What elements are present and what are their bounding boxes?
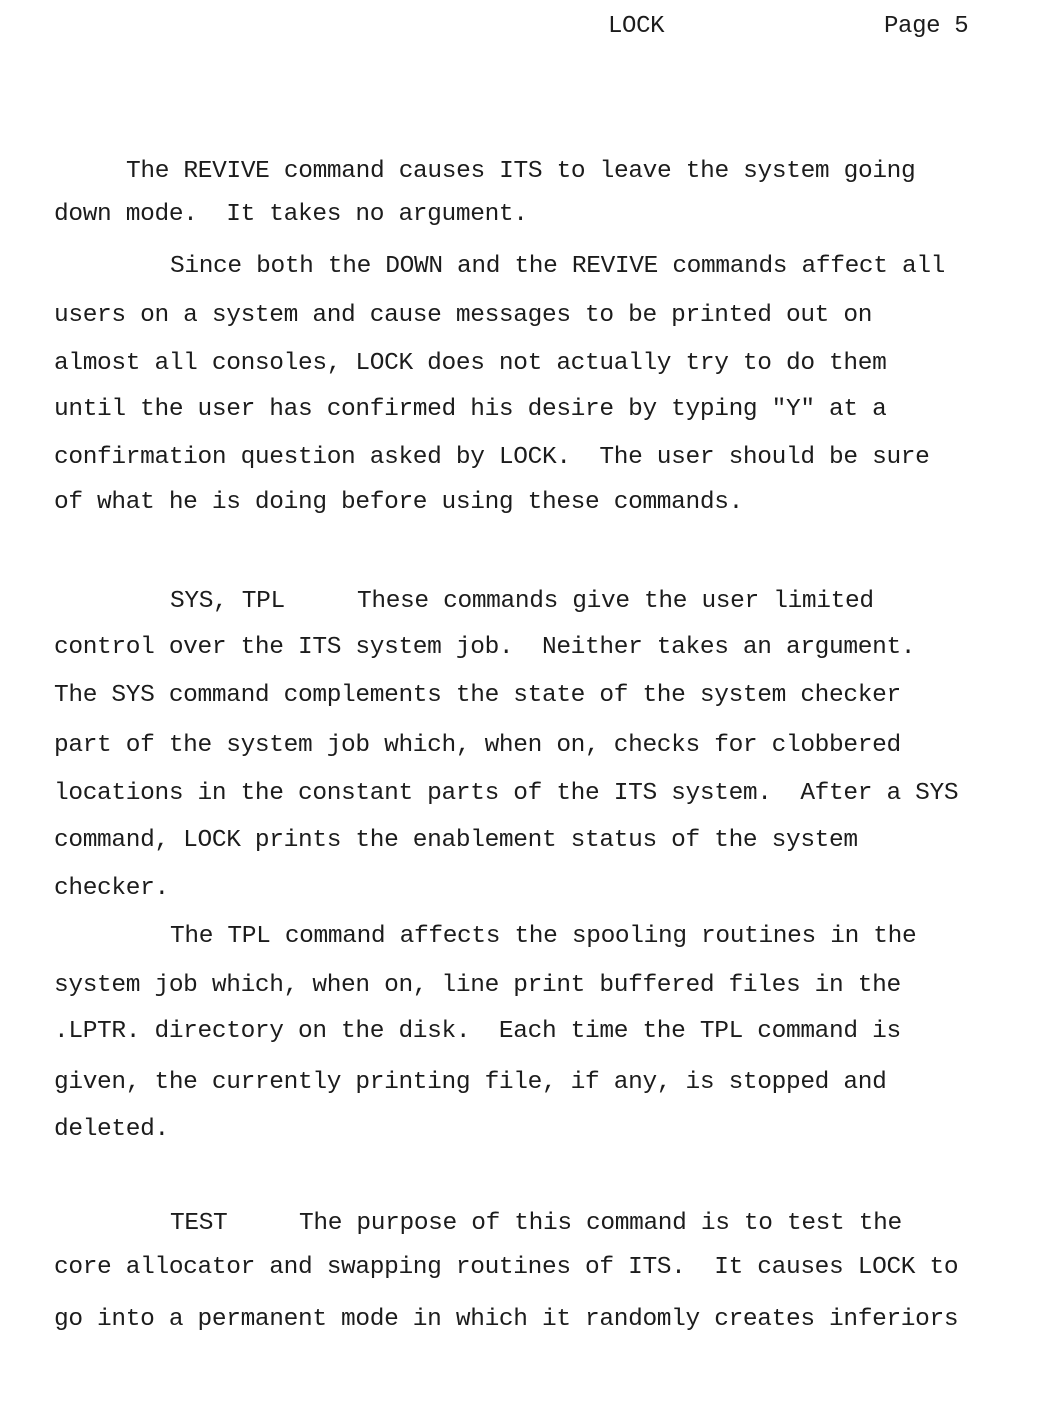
text-line: confirmation question asked by LOCK. The user should be sure	[54, 444, 930, 471]
text-line: control over the ITS system job. Neither takes an argument.	[54, 634, 916, 661]
text-line: The SYS command complements the state of the system checker	[54, 682, 901, 709]
section-heading-test: TEST	[170, 1210, 228, 1237]
text-line: The REVIVE command causes ITS to leave the system going	[126, 158, 916, 185]
text-line: part of the system job which, when on, checks for clobbered	[54, 732, 901, 759]
text-line: until the user has confirmed his desire by typing "Y" at a	[54, 396, 887, 423]
text-line: almost all consoles, LOCK does not actually try to do them	[54, 350, 887, 377]
header-title: LOCK	[608, 13, 665, 40]
text-line: command, LOCK prints the enablement status of the system	[54, 827, 858, 854]
text-line: .LPTR. directory on the disk. Each time the TPL command is	[54, 1018, 901, 1045]
text-line: users on a system and cause messages to be printed out on	[54, 302, 873, 329]
text-line: The TPL command affects the spooling routines in the	[170, 923, 917, 950]
text-line: The purpose of this command is to test the	[299, 1210, 902, 1237]
text-line: down mode. It takes no argument.	[54, 201, 528, 228]
text-line: locations in the constant parts of the ITS system. After a SYS	[54, 780, 959, 807]
text-line: of what he is doing before using these commands.	[54, 489, 743, 516]
text-line: checker.	[54, 875, 169, 902]
text-line: Since both the DOWN and the REVIVE commands affect all	[170, 253, 946, 280]
section-heading-sys-tpl: SYS, TPL	[170, 588, 285, 615]
text-line: system job which, when on, line print buffered files in the	[54, 972, 901, 999]
text-line: given, the currently printing file, if any, is stopped and	[54, 1069, 887, 1096]
text-line: These commands give the user limited	[357, 588, 874, 615]
page-number: Page 5	[884, 13, 969, 40]
text-line: go into a permanent mode in which it randomly creates inferiors	[54, 1306, 959, 1333]
text-line: deleted.	[54, 1116, 169, 1143]
text-line: core allocator and swapping routines of ITS. It causes LOCK to	[54, 1254, 959, 1281]
